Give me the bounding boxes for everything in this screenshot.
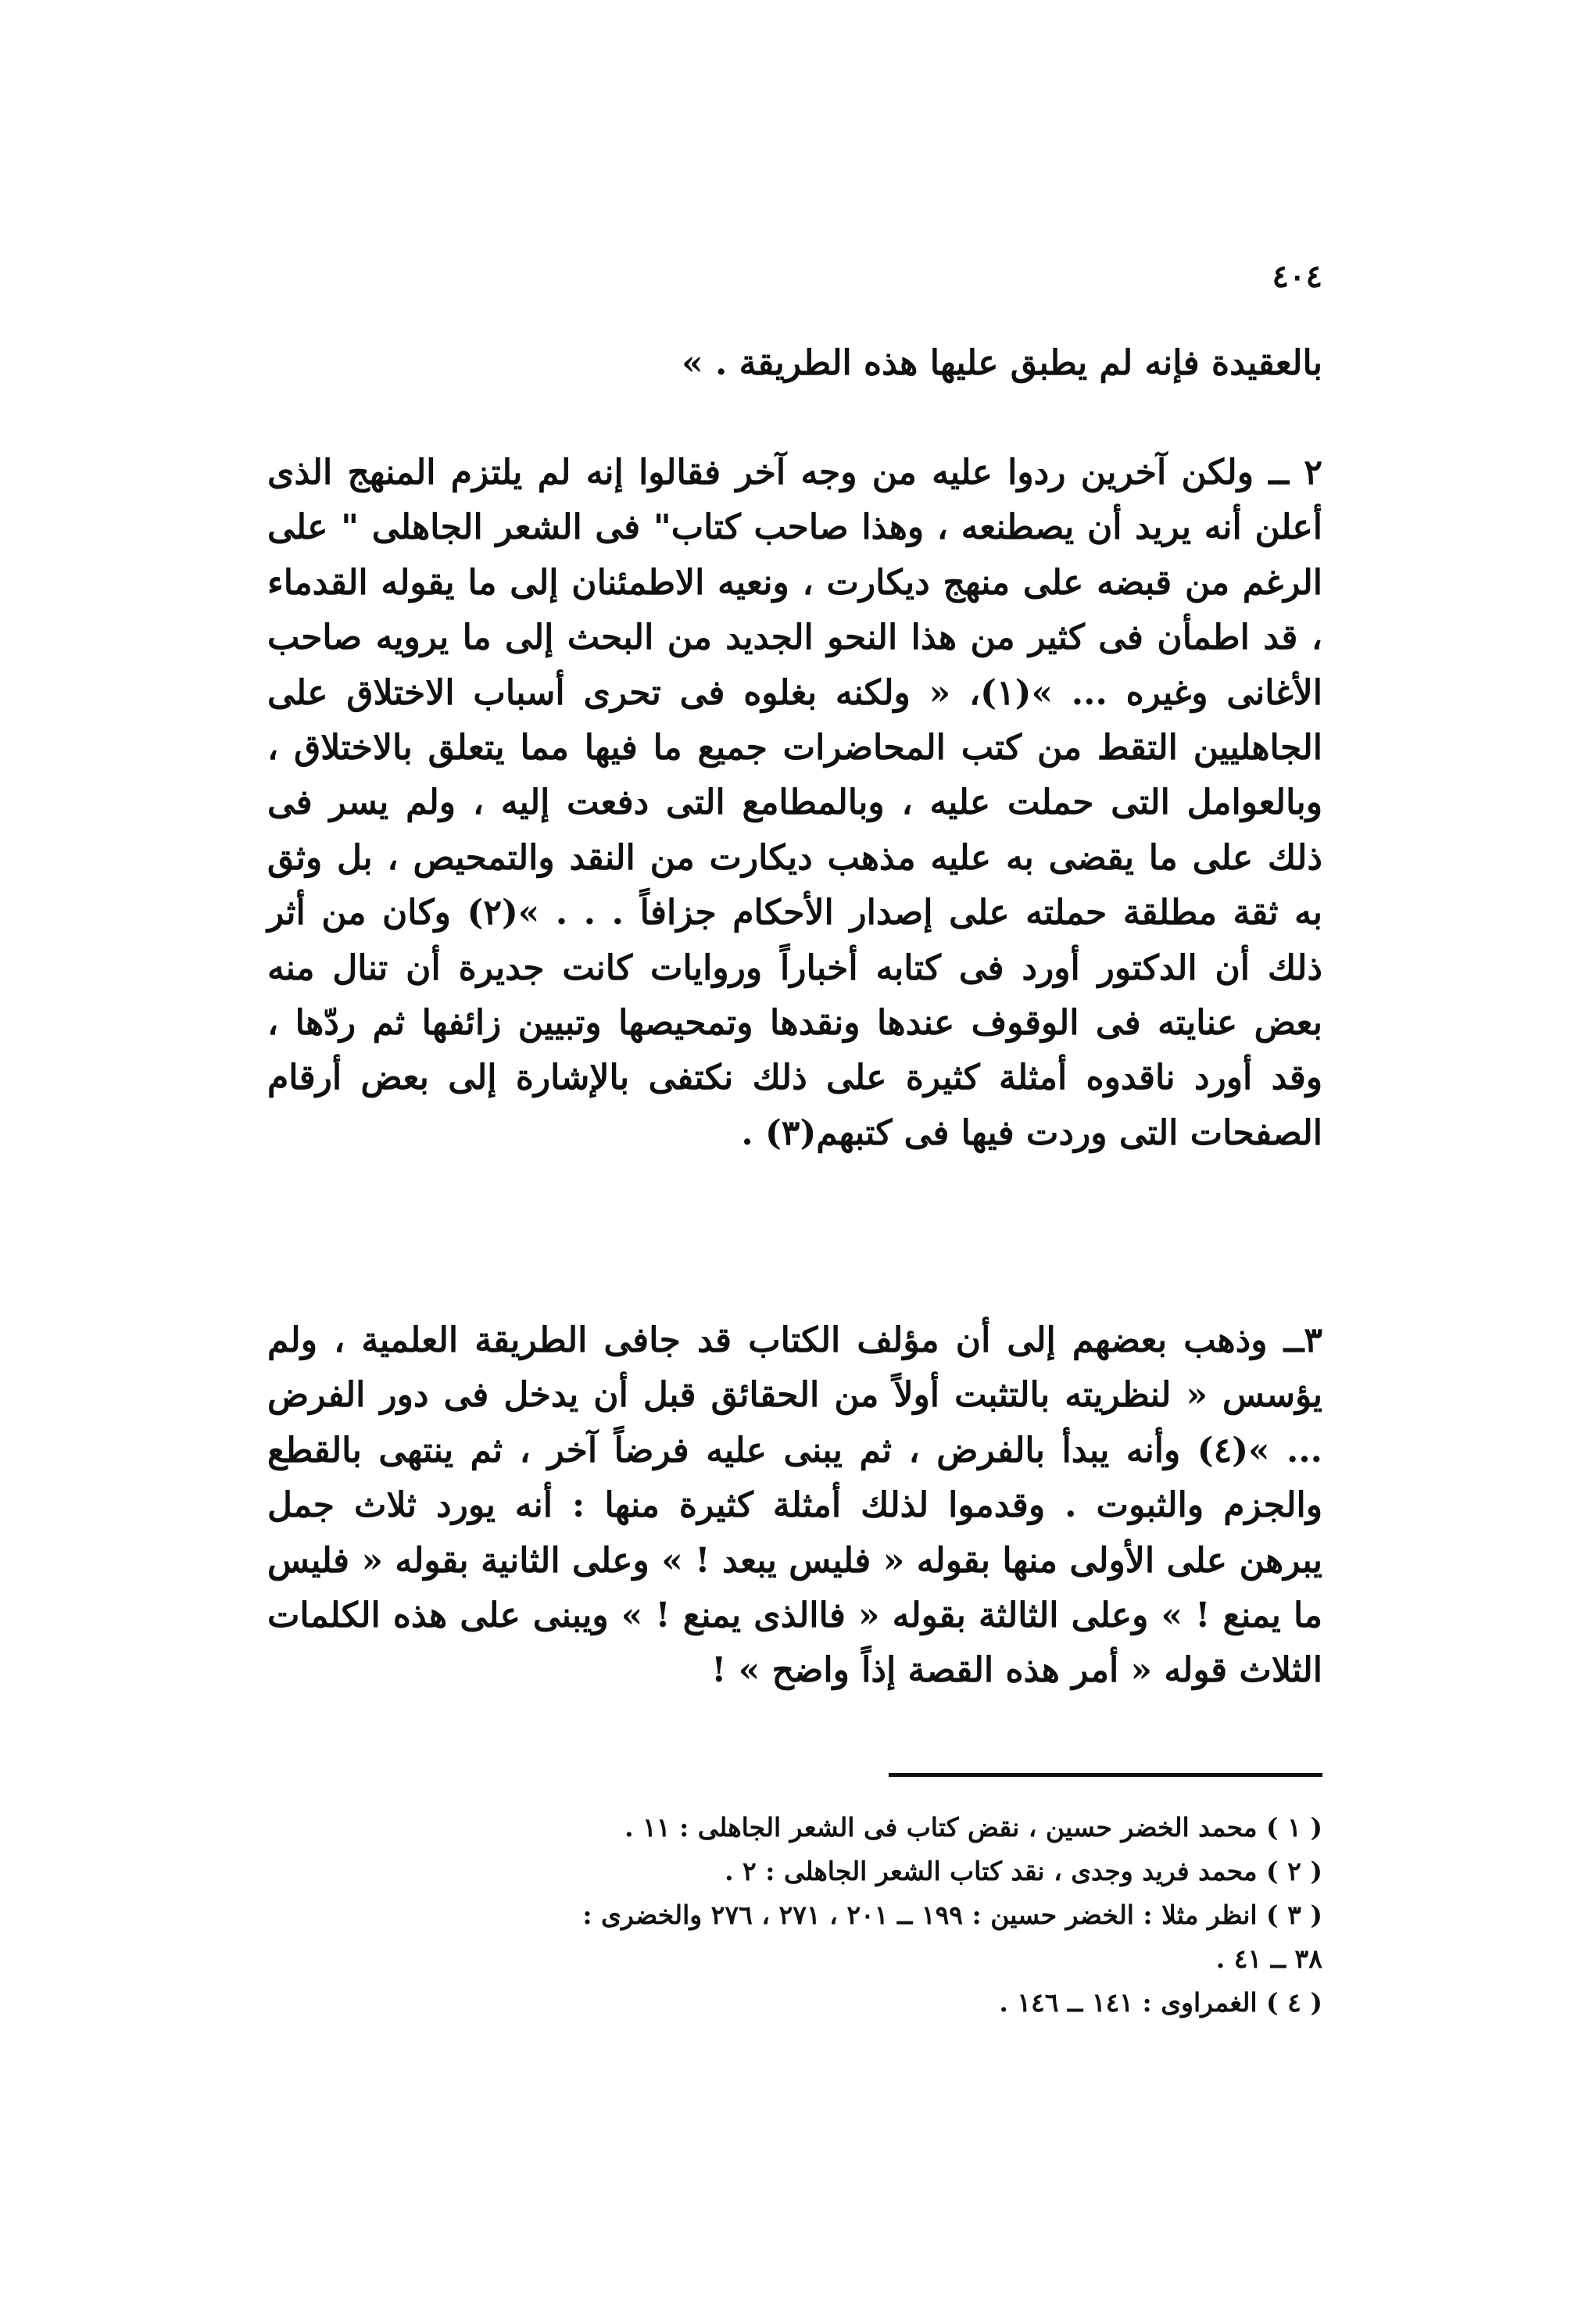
paragraph-3: ٣ــ وذهب بعضهم إلى أن مؤلف الكتاب قد جافى الطريقة العلمية ، ولم يؤسس « لنظريته بالتثبت أولاً من الحقائق قبل أن يدخل فى دور الفرض ... »(٤) وأنه يبدأ بالفرض ، ثم يبنى عليه فرضاً آخر ، ثم ينتهى بالقطع والجزم والثبوت . وقدموا لذلك أمثلة كثيرة منها : أنه يورد ثلاث جمل يبرهن على الأولى منها بقوله « فليس يبعد ! » وعلى الثانية بقوله « فليس ما يمنع ! » وعلى الثالثة بقوله « فاالذى يمنع ! » ويبنى على هذه الكلمات الثلاث قوله « أمر هذه القصة إذاً واضح » !	[267, 1320, 1323, 1691]
footnote-3-continuation: ٣٨ ــ ٤١ .	[1215, 1943, 1322, 1975]
footnote-2: ( ٢ ) محمد فريد وجدى ، نقد كتاب الشعر الجاهلى : ٢ .	[725, 1856, 1322, 1887]
footnotes-list	[267, 1806, 1322, 2025]
paragraph-2: ٢ ــ ولكن آخرين ردوا عليه من وجه آخر فقالوا إنه لم يلتزم المنهج الذى أعلن أنه يريد أن يصطنعه ، وهذا صاحب كتاب" فى الشعر الجاهلى " على الرغم من قبضه على منهج ديكارت ، ونعيه الاطمئنان إلى ما يقوله القدماء ، قد اطمأن فى كثير من هذا النحو الجديد من البحث إلى ما يرويه صاحب الأغانى وغيره ... »(١)، « ولكنه بغلوه فى تحرى أسباب الاختلاق على الجاهليين التقط من كتب المحاضرات جميع ما فيها مما يتعلق بالاختلاق ، وبالعوامل التى حملت عليه ، وبالمطامع التى دفعت إليه ، ولم يسر فى ذلك على ما يقضى به عليه مذهب ديكارت من النقد والتمحيص ، بل وثق به ثقة مطلقة حملته على إصدار الأحكام جزافاً . . . »(٢) وكان من أثر ذلك أن الدكتور أورد فى كتابه أخباراً وروايات كانت جديرة أن تنال منه بعض عنايته فى الوقوف عندها ونقدها وتمحيصها وتبيين زائفها ثم ردّها ، وقد أورد ناقدوه أمثلة كثيرة على ذلك نكتفى بالإشارة إلى بعض أرقام الصفحات التى وردت فيها فى كتبهم(٣) .	[267, 453, 1323, 1153]
footnote-1: ( ١ ) محمد الخضر حسين ، نقض كتاب فى الشعر الجاهلى : ١١ .	[624, 1812, 1322, 1843]
footnote-divider	[889, 1773, 1322, 1777]
footnote-3: ( ٣ ) انظر مثلا : الخضر حسين : ١٩٩ ــ ٢٠١ ، ٢٧١ ، ٢٧٦ والخضرى :	[582, 1900, 1322, 1931]
footnote-4: ( ٤ ) الغمراوى : ١٤١ ــ ١٤٦ .	[999, 1987, 1322, 2018]
continuation-line: بالعقيدة فإنه لم يطبق عليها هذه الطريقة . »	[682, 343, 1322, 383]
page-number: ٤٠٤	[1272, 258, 1322, 295]
